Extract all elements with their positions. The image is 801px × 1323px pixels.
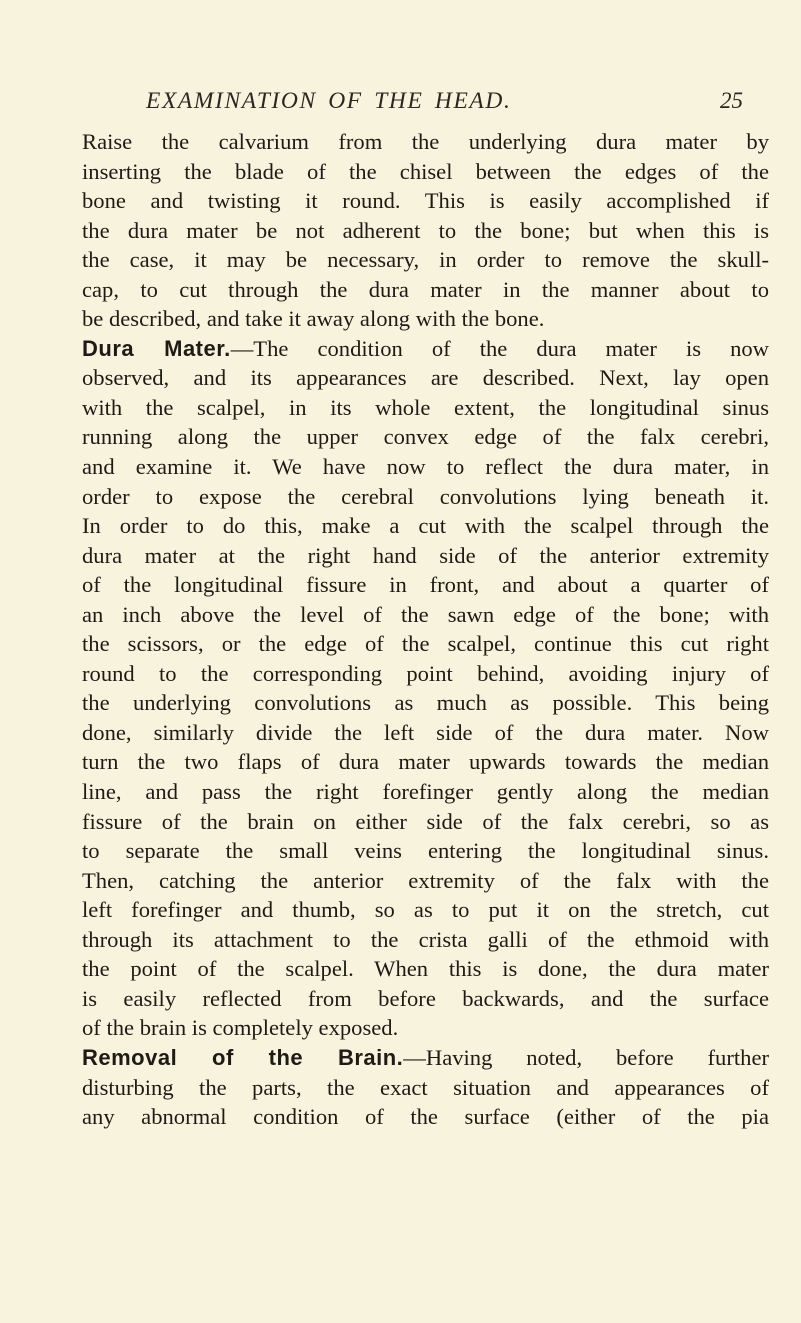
line-text: of the brain is completely exposed. bbox=[82, 1015, 399, 1041]
line-text: left forefinger and thumb, so as to put it on the stretch, cut bbox=[82, 897, 769, 923]
text-line bbox=[82, 157, 769, 187]
line-text: —The condition of the dura mater is now bbox=[230, 335, 769, 361]
line-text: running along the upper convex edge of the falx cerebri, bbox=[82, 424, 769, 450]
text-line bbox=[82, 629, 769, 659]
text-line bbox=[82, 659, 769, 689]
line-text: observed, and its appearances are described. Next, lay open bbox=[82, 365, 769, 391]
line-text: the case, it may be necessary, in order to remove the skull- bbox=[82, 247, 769, 273]
text-line bbox=[82, 186, 769, 216]
body-text bbox=[82, 127, 769, 1132]
text-line bbox=[82, 600, 769, 630]
line-text: round to the corresponding point behind, avoiding injury of bbox=[82, 660, 769, 686]
line-text: done, similarly divide the left side of the dura mater. Now bbox=[82, 719, 769, 745]
line-text: bone and twisting it round. This is easily accomplished if bbox=[82, 188, 769, 214]
text-line bbox=[82, 511, 769, 541]
line-text: any abnormal condition of the surface (either of the pia bbox=[82, 1104, 769, 1130]
running-head bbox=[0, 88, 801, 118]
line-text: the point of the scalpel. When this is done, the dura mater bbox=[82, 956, 769, 982]
line-text: the scissors, or the edge of the scalpel, continue this cut right bbox=[82, 631, 769, 657]
line-text: is easily reflected from before backwards, and the surface bbox=[82, 985, 769, 1011]
line-text: line, and pass the right forefinger gently along the median bbox=[82, 779, 769, 805]
line-text: fissure of the brain on either side of the falx cerebri, so as bbox=[82, 808, 769, 834]
line-text: order to expose the cerebral convolutions lying beneath it. bbox=[82, 483, 769, 509]
text-line bbox=[82, 807, 769, 837]
text-line bbox=[82, 984, 769, 1014]
text-line bbox=[82, 866, 769, 896]
text-line bbox=[82, 1073, 769, 1103]
text-line bbox=[82, 541, 769, 571]
text-line bbox=[82, 393, 769, 423]
line-text: an inch above the level of the sawn edge of the bone; with bbox=[82, 601, 769, 627]
text-line bbox=[82, 718, 769, 748]
line-text: and examine it. We have now to reflect the dura mater, in bbox=[82, 454, 769, 480]
line-text: Then, catching the anterior extremity of the falx with the bbox=[82, 867, 769, 893]
line-text: disturbing the parts, the exact situation and appearances of bbox=[82, 1074, 769, 1100]
text-line bbox=[82, 1102, 769, 1132]
text-line bbox=[82, 245, 769, 275]
section-heading: Removal of the Brain. bbox=[82, 1044, 404, 1070]
line-text: In order to do this, make a cut with the scalpel through the bbox=[82, 513, 769, 539]
text-line bbox=[82, 127, 769, 157]
line-text: the dura mater be not adherent to the bone; but when this is bbox=[82, 217, 769, 243]
text-line bbox=[82, 452, 769, 482]
line-text: through its attachment to the crista galli of the ethmoid with bbox=[82, 926, 769, 952]
line-text: the underlying convolutions as much as possible. This being bbox=[82, 690, 769, 716]
text-line bbox=[82, 275, 769, 305]
text-line bbox=[82, 925, 769, 955]
text-line bbox=[82, 836, 769, 866]
page-number: 25 bbox=[720, 88, 743, 113]
line-text: of the longitudinal fissure in front, and about a quarter of bbox=[82, 572, 769, 598]
line-text: Raise the calvarium from the underlying dura mater by bbox=[82, 129, 769, 154]
line-text: turn the two flaps of dura mater upwards towards the median bbox=[82, 749, 769, 775]
line-text: with the scalpel, in its whole extent, the longitudinal sinus bbox=[82, 394, 769, 420]
text-line bbox=[82, 422, 769, 452]
text-line bbox=[82, 954, 769, 984]
line-text: —Having noted, before further bbox=[403, 1044, 769, 1070]
text-line bbox=[82, 334, 769, 364]
text-line bbox=[82, 895, 769, 925]
text-line bbox=[82, 1013, 769, 1043]
text-line bbox=[82, 363, 769, 393]
line-text: dura mater at the right hand side of the anterior extremity bbox=[82, 542, 769, 568]
line-text: be described, and take it away along with the bone. bbox=[82, 306, 545, 332]
text-line bbox=[82, 747, 769, 777]
text-line bbox=[82, 688, 769, 718]
line-text: cap, to cut through the dura mater in the manner about to bbox=[82, 276, 769, 302]
section-heading: Dura Mater. bbox=[82, 335, 231, 361]
text-line bbox=[82, 1043, 769, 1073]
text-line bbox=[82, 482, 769, 512]
text-line bbox=[82, 570, 769, 600]
text-line bbox=[82, 216, 769, 246]
text-line bbox=[82, 304, 769, 334]
running-title: EXAMINATION OF THE HEAD. bbox=[146, 88, 512, 114]
line-text: inserting the blade of the chisel between the edges of the bbox=[82, 158, 769, 184]
line-text: to separate the small veins entering the longitudinal sinus. bbox=[82, 838, 769, 864]
text-line bbox=[82, 777, 769, 807]
